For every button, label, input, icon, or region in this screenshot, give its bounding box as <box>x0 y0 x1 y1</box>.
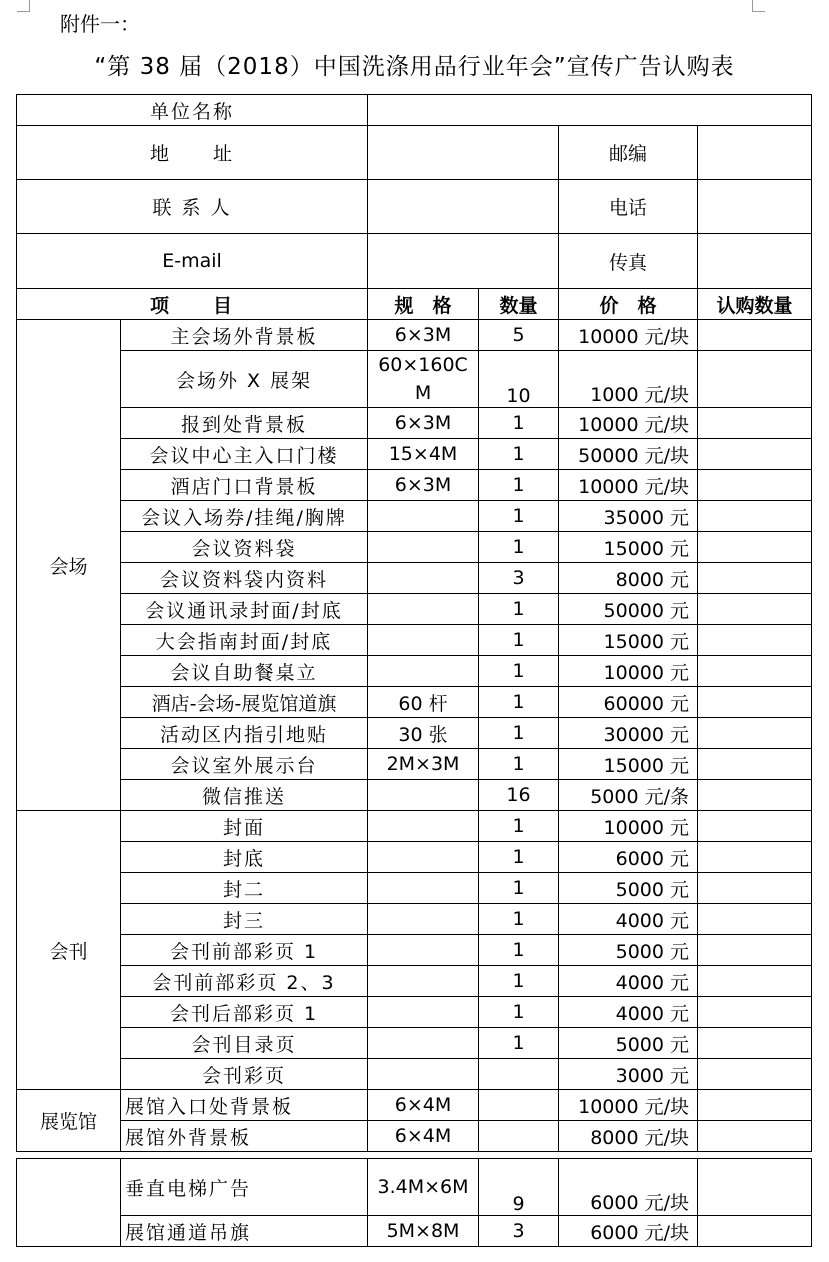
address-label: 地 址 <box>17 126 368 180</box>
item-price: 5000 元/条 <box>559 780 698 811</box>
order-qty-field[interactable] <box>698 966 812 997</box>
item-name: 大会指南封面/封底 <box>121 625 368 656</box>
item-spec: 15×4M <box>368 439 479 470</box>
order-qty-field[interactable] <box>698 594 812 625</box>
order-qty-field[interactable] <box>698 1028 812 1059</box>
attachment-label: 附件一： <box>60 12 140 36</box>
item-name: 报到处背景板 <box>121 408 368 439</box>
item-name: 会刊前部彩页 1 <box>121 935 368 966</box>
order-qty-field[interactable] <box>698 563 812 594</box>
item-qty: 1 <box>479 687 559 718</box>
item-spec: 5M×8M <box>368 1216 479 1247</box>
order-qty-field[interactable] <box>698 718 812 749</box>
item-price: 10000 元/块 <box>559 1090 698 1121</box>
section-gap <box>17 1152 812 1159</box>
form-row-contact <box>17 180 812 234</box>
item-spec <box>368 811 479 842</box>
item-spec <box>368 873 479 904</box>
order-qty-field[interactable] <box>698 842 812 873</box>
item-spec: 6×3M <box>368 408 479 439</box>
item-price: 8000 元/块 <box>559 1121 698 1152</box>
item-qty: 1 <box>479 501 559 532</box>
contact-label: 联 系 人 <box>17 180 368 234</box>
item-price: 10000 元/块 <box>559 320 698 351</box>
column-header-item: 项 目 <box>17 289 368 320</box>
order-qty-field[interactable] <box>698 1121 812 1152</box>
item-qty: 1 <box>479 594 559 625</box>
item-name: 封二 <box>121 873 368 904</box>
item-price: 8000 元 <box>559 563 698 594</box>
item-name: 活动区内指引地贴 <box>121 718 368 749</box>
fax-label: 传真 <box>559 234 698 289</box>
item-spec <box>368 842 479 873</box>
table-row <box>17 935 812 966</box>
item-price: 15000 元 <box>559 532 698 563</box>
postcode-field[interactable] <box>698 126 812 180</box>
order-qty-field[interactable] <box>698 780 812 811</box>
item-qty: 1 <box>479 625 559 656</box>
unit-name-field[interactable] <box>368 95 812 126</box>
column-header-row <box>17 289 812 320</box>
item-price: 5000 元 <box>559 935 698 966</box>
order-qty-field[interactable] <box>698 873 812 904</box>
item-qty: 1 <box>479 470 559 501</box>
postcode-label: 邮编 <box>559 126 698 180</box>
item-price: 50000 元 <box>559 594 698 625</box>
item-name: 会刊前部彩页 2、3 <box>121 966 368 997</box>
item-spec: 6×4M <box>368 1121 479 1152</box>
item-qty: 1 <box>479 842 559 873</box>
item-price: 35000 元 <box>559 501 698 532</box>
order-qty-field[interactable] <box>698 532 812 563</box>
item-name: 会议中心主入口门楼 <box>121 439 368 470</box>
table-row <box>17 997 812 1028</box>
item-name: 封三 <box>121 904 368 935</box>
item-price: 6000 元/块 <box>559 1159 698 1216</box>
item-qty <box>479 1090 559 1121</box>
item-price: 15000 元 <box>559 625 698 656</box>
table-row <box>17 532 812 563</box>
table-row <box>17 470 812 501</box>
item-price: 1000 元/块 <box>559 351 698 408</box>
item-qty: 10 <box>479 351 559 408</box>
section-venue-label: 会场 <box>17 320 121 811</box>
order-qty-field[interactable] <box>698 997 812 1028</box>
item-qty: 1 <box>479 966 559 997</box>
order-qty-field[interactable] <box>698 687 812 718</box>
table-row <box>17 1090 812 1121</box>
table-row <box>17 1028 812 1059</box>
table-row <box>17 1059 812 1090</box>
page-corner-mark-right <box>752 0 765 12</box>
item-price: 10000 元 <box>559 811 698 842</box>
column-header-order: 认购数量 <box>698 289 812 320</box>
item-qty: 1 <box>479 904 559 935</box>
table-row <box>17 842 812 873</box>
item-spec <box>368 780 479 811</box>
page-corner-mark-left <box>17 0 30 12</box>
table-row <box>17 439 812 470</box>
item-price: 10000 元 <box>559 656 698 687</box>
item-name: 酒店-会场-展览馆道旗 <box>121 687 368 718</box>
order-qty-field[interactable] <box>698 1059 812 1090</box>
table-row <box>17 1159 812 1216</box>
form-row-address <box>17 126 812 180</box>
item-qty: 5 <box>479 320 559 351</box>
item-name: 展馆通道吊旗 <box>121 1216 368 1247</box>
item-name: 主会场外背景板 <box>121 320 368 351</box>
item-name: 展馆外背景板 <box>121 1121 368 1152</box>
item-name: 会议入场券/挂绳/胸牌 <box>121 501 368 532</box>
item-qty: 1 <box>479 935 559 966</box>
item-name: 展馆入口处背景板 <box>121 1090 368 1121</box>
address-field[interactable] <box>368 126 559 180</box>
item-spec <box>368 966 479 997</box>
item-qty <box>479 1121 559 1152</box>
item-price: 5000 元 <box>559 873 698 904</box>
column-header-price: 价 格 <box>559 289 698 320</box>
table-row <box>17 749 812 780</box>
item-name: 会刊后部彩页 1 <box>121 997 368 1028</box>
column-header-spec: 规 格 <box>368 289 479 320</box>
phone-label: 电话 <box>559 180 698 234</box>
table-row <box>17 501 812 532</box>
item-spec <box>368 594 479 625</box>
item-name: 封面 <box>121 811 368 842</box>
item-name: 会场外 X 展架 <box>121 351 368 408</box>
table-row <box>17 625 812 656</box>
order-qty-field[interactable] <box>698 811 812 842</box>
item-price: 50000 元/块 <box>559 439 698 470</box>
order-qty-field[interactable] <box>698 351 812 408</box>
table-row <box>17 1216 812 1247</box>
item-spec <box>368 904 479 935</box>
item-price: 4000 元 <box>559 904 698 935</box>
section-unnamed-label <box>17 1159 121 1247</box>
item-price: 4000 元 <box>559 966 698 997</box>
table-row <box>17 811 812 842</box>
item-qty: 1 <box>479 408 559 439</box>
item-price: 30000 元 <box>559 718 698 749</box>
table-row <box>17 320 812 351</box>
phone-field[interactable] <box>698 180 812 234</box>
order-qty-field[interactable] <box>698 935 812 966</box>
item-spec: 3.4M×6M <box>368 1159 479 1216</box>
section-journal-label: 会刊 <box>17 811 121 1090</box>
item-name: 微信推送 <box>121 780 368 811</box>
order-qty-field[interactable] <box>698 1216 812 1247</box>
table-row <box>17 718 812 749</box>
item-qty: 1 <box>479 997 559 1028</box>
order-qty-field[interactable] <box>698 749 812 780</box>
item-qty: 1 <box>479 811 559 842</box>
order-qty-field[interactable] <box>698 408 812 439</box>
item-spec: 60×160CM <box>368 351 479 408</box>
item-price: 10000 元/块 <box>559 470 698 501</box>
item-spec <box>368 1028 479 1059</box>
table-row <box>17 1121 812 1152</box>
item-spec <box>368 501 479 532</box>
order-qty-field[interactable] <box>698 470 812 501</box>
item-spec: 6×4M <box>368 1090 479 1121</box>
item-qty: 1 <box>479 439 559 470</box>
item-spec: 2M×3M <box>368 749 479 780</box>
item-price: 6000 元/块 <box>559 1216 698 1247</box>
item-name: 垂直电梯广告 <box>121 1159 368 1216</box>
item-spec: 6×3M <box>368 320 479 351</box>
section-hall-label: 展览馆 <box>17 1090 121 1152</box>
item-name: 封底 <box>121 842 368 873</box>
order-qty-field[interactable] <box>698 320 812 351</box>
item-price: 5000 元 <box>559 1028 698 1059</box>
item-name: 会议室外展示台 <box>121 749 368 780</box>
email-field[interactable] <box>368 234 559 289</box>
form-row-email <box>17 234 812 289</box>
item-spec: 60 杆 <box>368 687 479 718</box>
item-name: 会议资料袋 <box>121 532 368 563</box>
section-gap-cell <box>17 1152 812 1159</box>
item-name: 会议通讯录封面/封底 <box>121 594 368 625</box>
item-spec <box>368 532 479 563</box>
item-price: 60000 元 <box>559 687 698 718</box>
item-qty: 3 <box>479 1216 559 1247</box>
contact-field[interactable] <box>368 180 559 234</box>
item-price: 6000 元 <box>559 842 698 873</box>
item-qty: 1 <box>479 873 559 904</box>
order-qty-field[interactable] <box>698 501 812 532</box>
item-spec: 30 张 <box>368 718 479 749</box>
item-qty: 9 <box>479 1159 559 1216</box>
column-header-qty: 数量 <box>479 289 559 320</box>
table-row <box>17 687 812 718</box>
item-qty: 1 <box>479 718 559 749</box>
table-row <box>17 873 812 904</box>
item-qty: 1 <box>479 1028 559 1059</box>
item-qty: 1 <box>479 532 559 563</box>
item-name: 会刊目录页 <box>121 1028 368 1059</box>
item-spec <box>368 625 479 656</box>
table-row <box>17 594 812 625</box>
order-qty-field[interactable] <box>698 1090 812 1121</box>
table-row <box>17 408 812 439</box>
order-qty-field[interactable] <box>698 439 812 470</box>
item-qty: 1 <box>479 656 559 687</box>
item-name: 会议资料袋内资料 <box>121 563 368 594</box>
item-name: 酒店门口背景板 <box>121 470 368 501</box>
item-price: 3000 元 <box>559 1059 698 1090</box>
fax-field[interactable] <box>698 234 812 289</box>
item-price: 15000 元 <box>559 749 698 780</box>
item-name: 会刊彩页 <box>121 1059 368 1090</box>
email-label: E-mail <box>17 234 368 289</box>
subscription-table <box>16 94 812 1247</box>
item-spec <box>368 1059 479 1090</box>
table-row <box>17 904 812 935</box>
item-qty: 16 <box>479 780 559 811</box>
item-spec <box>368 935 479 966</box>
item-qty: 1 <box>479 749 559 780</box>
item-spec <box>368 656 479 687</box>
item-name: 会议自助餐桌立 <box>121 656 368 687</box>
order-qty-field[interactable] <box>698 904 812 935</box>
order-qty-field[interactable] <box>698 656 812 687</box>
form-row-unit <box>17 95 812 126</box>
table-row <box>17 351 812 408</box>
order-qty-field[interactable] <box>698 1159 812 1216</box>
item-qty: 3 <box>479 563 559 594</box>
item-spec <box>368 563 479 594</box>
table-row <box>17 656 812 687</box>
item-qty <box>479 1059 559 1090</box>
item-price: 10000 元/块 <box>559 408 698 439</box>
item-price: 4000 元 <box>559 997 698 1028</box>
unit-name-label: 单位名称 <box>17 95 368 126</box>
table-row <box>17 563 812 594</box>
table-row <box>17 780 812 811</box>
item-spec <box>368 997 479 1028</box>
item-spec: 6×3M <box>368 470 479 501</box>
table-row <box>17 966 812 997</box>
order-qty-field[interactable] <box>698 625 812 656</box>
document-title: “第 38 届（2018）中国洗涤用品行业年会”宣传广告认购表 <box>94 54 735 80</box>
